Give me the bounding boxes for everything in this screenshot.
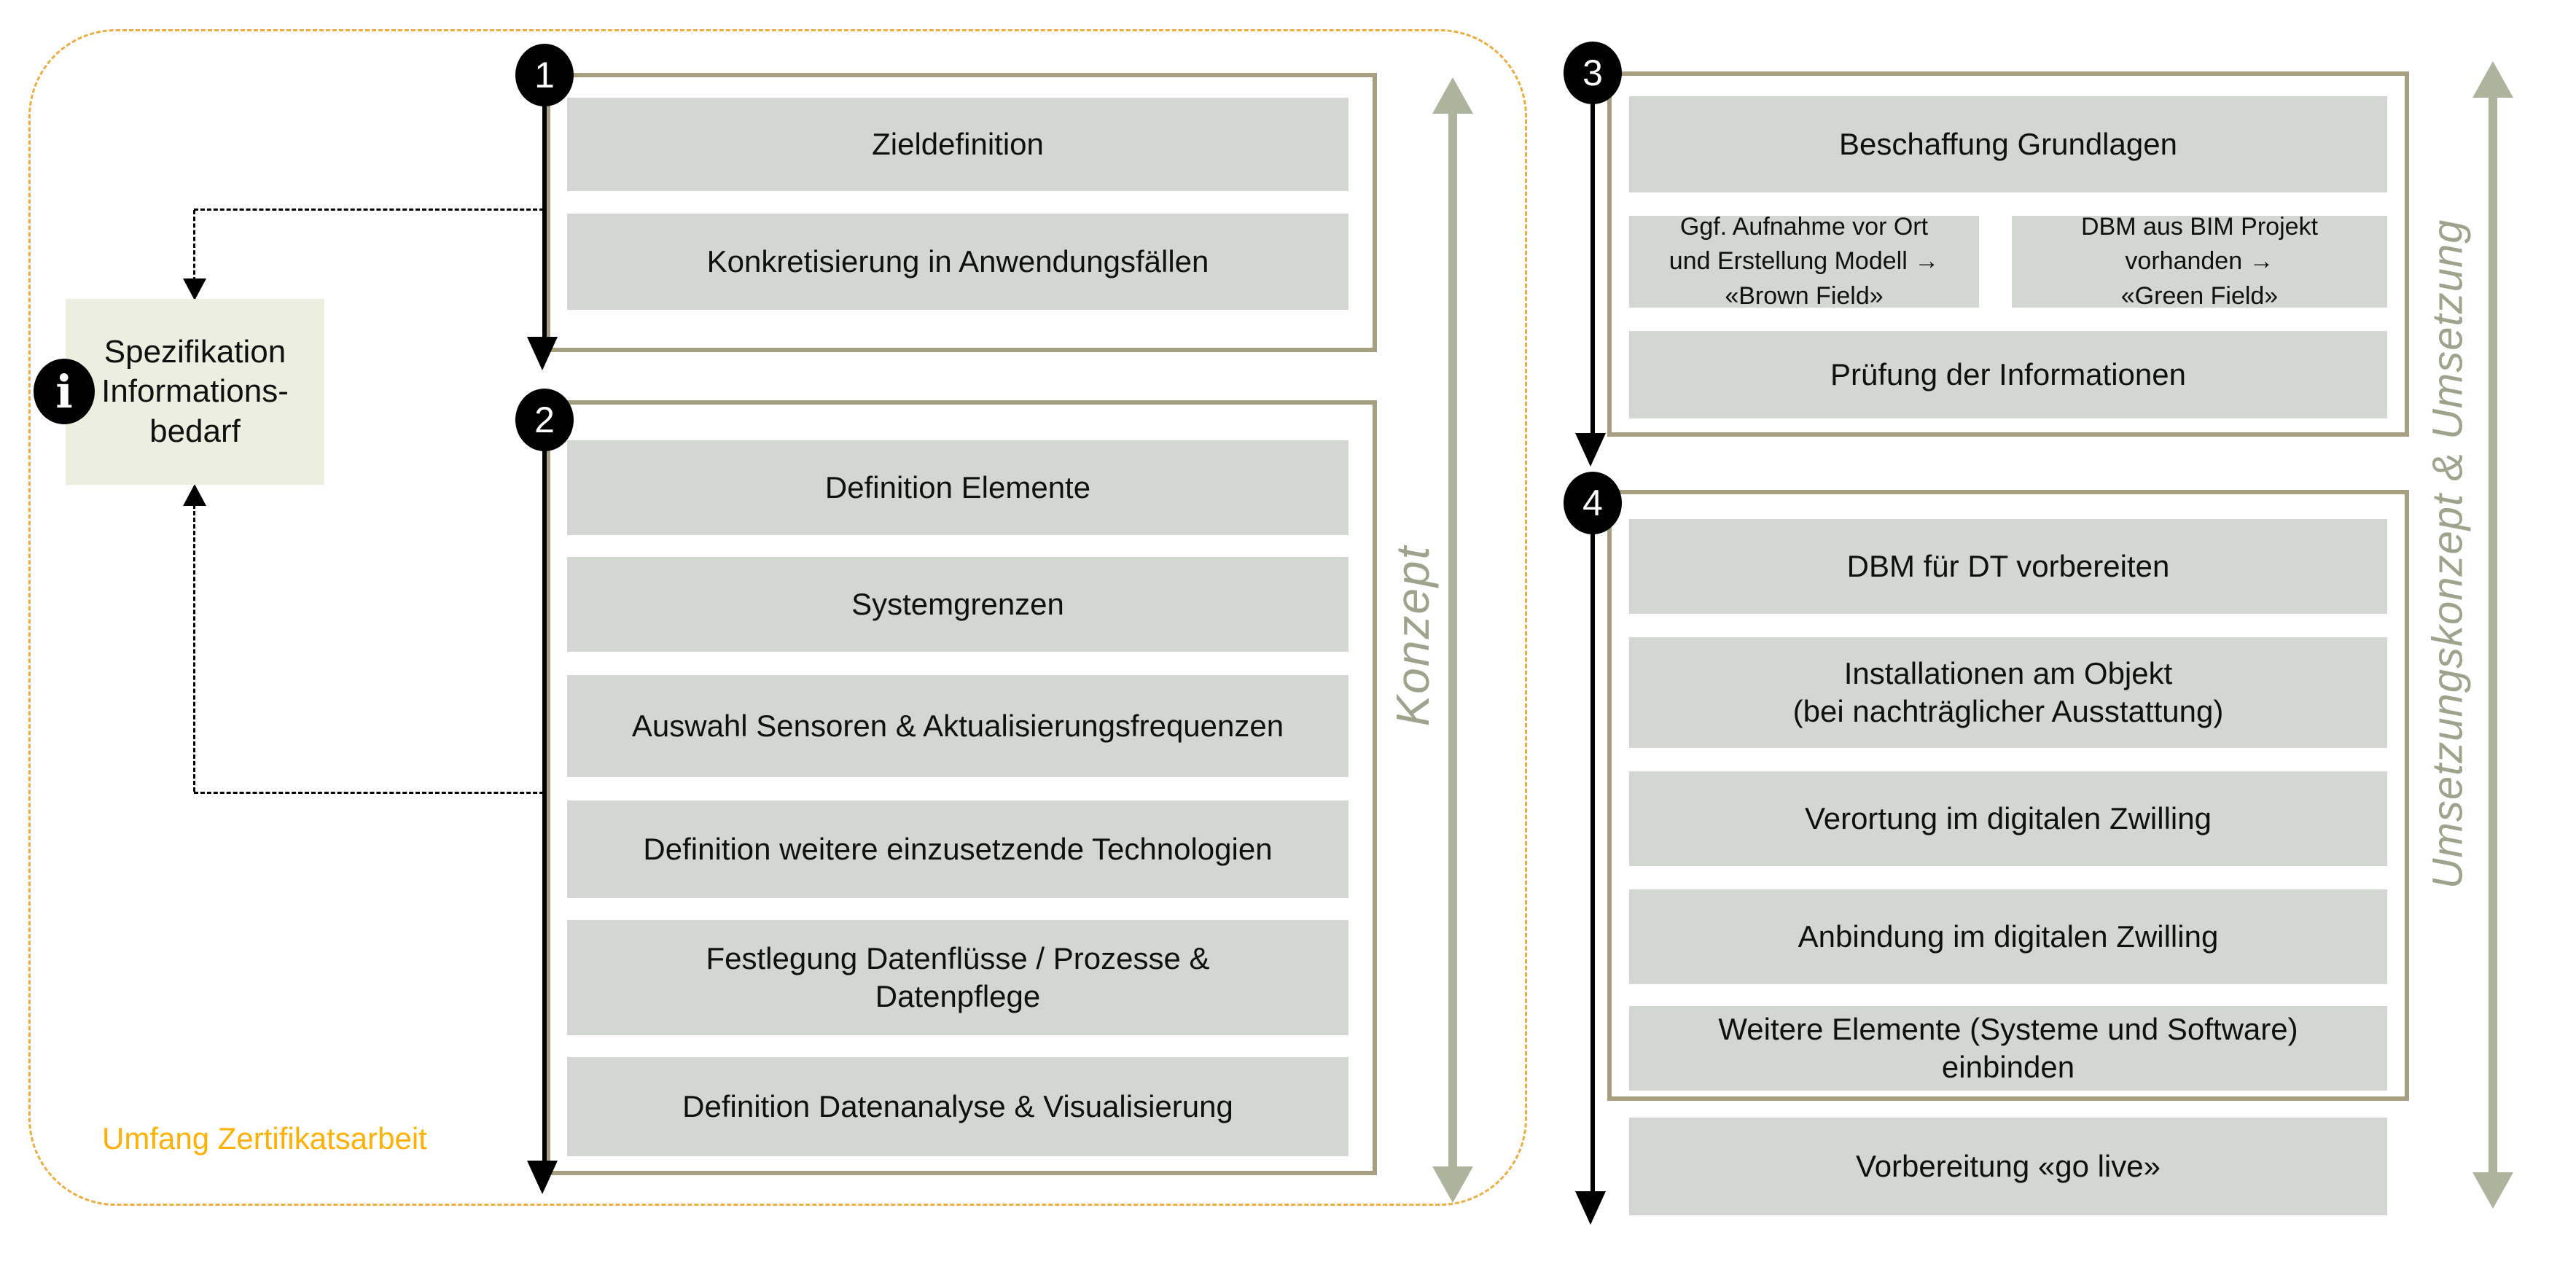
task-bar-systemgrenzen: Systemgrenzen <box>567 557 1349 652</box>
step-1-flow-line <box>542 73 547 340</box>
dashed-connector-top-horizontal <box>194 209 544 211</box>
step-1-badge: 1 <box>515 44 574 106</box>
spec-line: bedarf <box>149 413 241 449</box>
task-bar-zieldefinition: Zieldefinition <box>567 98 1349 191</box>
task-bar-beschaffung-grundlagen: Beschaffung Grundlagen <box>1629 96 2387 192</box>
axis-arrowhead-down-icon <box>2472 1172 2513 1209</box>
spec-information-need-box <box>66 299 324 485</box>
task-bar-weitere-technologien: Definition weitere einzusetzende Technologien <box>567 800 1349 898</box>
task-bar-weitere-elemente: Weitere Elemente (Systeme und Software) einbinden <box>1629 1006 2387 1091</box>
umsetzung-axis-label: Umsetzungskonzept & Umsetzung <box>2424 219 2472 889</box>
arrowhead-down-icon <box>527 1161 558 1194</box>
task-bar-festlegung-datenfluesse: Festlegung Datenflüsse / Prozesse & Datenpflege <box>567 920 1349 1035</box>
konzept-axis-label: Konzept <box>1386 545 1439 727</box>
umsetzung-axis-line <box>2489 95 2497 1174</box>
step-2-badge: 2 <box>515 389 574 451</box>
task-bar-dbm-vorbereiten: DBM für DT vorbereiten <box>1629 519 2387 614</box>
step-4-badge: 4 <box>1564 472 1622 534</box>
option-bar-brown-field: Ggf. Aufnahme vor Ort und Erstellung Modell → «Brown Field» <box>1629 216 1979 308</box>
step-4-flow-line <box>1591 502 1595 1194</box>
task-bar-pruefung-informationen: Prüfung der Informationen <box>1629 331 2387 418</box>
certificate-scope-label: Umfang Zertifikatsarbeit <box>102 1121 427 1156</box>
dashed-connector-bottom-vertical <box>193 504 195 792</box>
dashed-connector-bottom-horizontal <box>194 792 544 794</box>
step-3-flow-line <box>1591 71 1595 436</box>
arrowhead-down-icon <box>1575 433 1606 467</box>
info-icon: i <box>34 359 95 424</box>
axis-arrowhead-up-icon <box>2472 61 2513 98</box>
arrowhead-down-icon <box>183 278 206 300</box>
arrowhead-up-icon <box>183 484 206 506</box>
axis-arrowhead-down-icon <box>1432 1166 1473 1203</box>
spec-line: Spezifikation <box>104 333 286 370</box>
spec-line: Informations- <box>101 373 289 410</box>
task-bar-anbindung-zwilling: Anbindung im digitalen Zwilling <box>1629 889 2387 984</box>
arrowhead-down-icon <box>1575 1191 1606 1225</box>
task-bar-datenanalyse-visualisierung: Definition Datenanalyse & Visualisierung <box>567 1057 1349 1156</box>
task-bar-definition-elemente: Definition Elemente <box>567 440 1349 535</box>
dashed-connector-top-vertical <box>193 210 195 281</box>
task-bar-auswahl-sensoren: Auswahl Sensoren & Aktualisierungsfrequenzen <box>567 675 1349 777</box>
arrowhead-down-icon <box>527 337 558 370</box>
option-bar-green-field: DBM aus BIM Projekt vorhanden → «Green Field» <box>2012 216 2387 308</box>
konzept-axis-line <box>1448 111 1457 1169</box>
step-3-badge: 3 <box>1564 42 1622 104</box>
task-bar-konkretisierung: Konkretisierung in Anwendungsfällen <box>567 214 1349 310</box>
axis-arrowhead-up-icon <box>1432 77 1473 114</box>
step-2-flow-line <box>542 418 547 1164</box>
task-bar-verortung-zwilling: Verortung im digitalen Zwilling <box>1629 771 2387 866</box>
task-bar-vorbereitung-go-live: Vorbereitung «go live» <box>1629 1118 2387 1215</box>
task-bar-installationen-objekt: Installationen am Objekt (bei nachträglicher Ausstattung) <box>1629 637 2387 748</box>
